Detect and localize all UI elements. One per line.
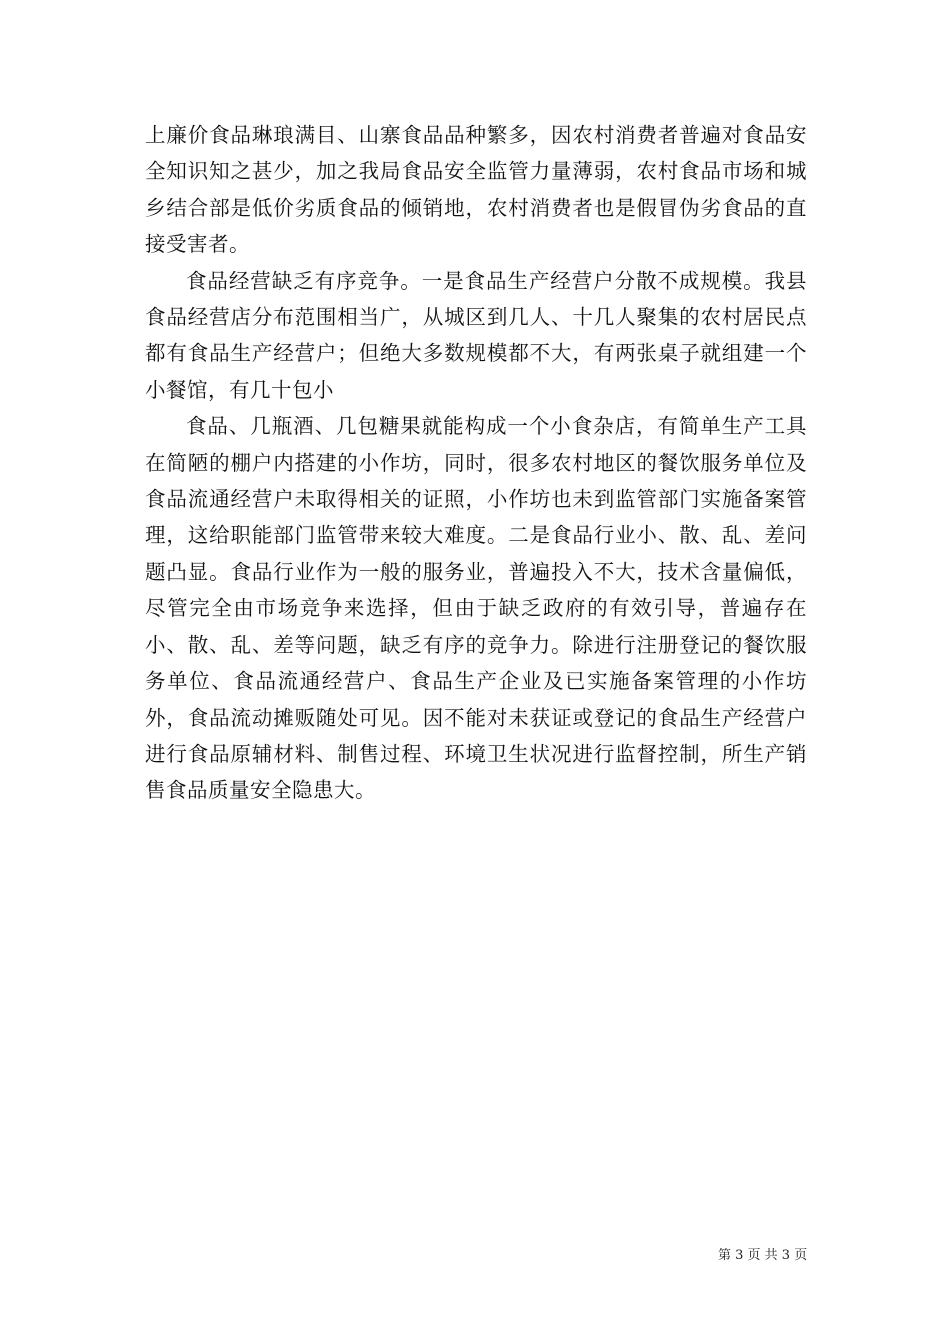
document-body <box>145 117 807 809</box>
paragraph-2: 食品经营缺乏有序竞争。一是食品生产经营户分散不成规模。我县食品经营店分布范围相当广，从城区到几人、十几人聚集的农村居民点都有食品生产经营户；但绝大多数规模都不大，有两张桌子就组建一个小餐馆，有几十包小 <box>145 268 807 402</box>
paragraph-1: 上廉价食品琳琅满目、山寨食品品种繁多，因农村消费者普遍对食品安全知识知之甚少，加之我局食品安全监管力量薄弱，农村食品市场和城乡结合部是低价劣质食品的倾销地，农村消费者也是假冒伪劣食品的直接受害者。 <box>145 123 807 257</box>
paragraph-3: 食品、几瓶酒、几包糖果就能构成一个小食杂店，有简单生产工具在简陋的棚户内搭建的小作坊，同时，很多农村地区的餐饮服务单位及食品流通经营户未取得相关的证照，小作坊也未到监管部门实施备案管理，这给职能部门监管带来较大难度。二是食品行业小、散、乱、差问题凸显。食品行业作为一般的服务业，普遍投入不大，技术含量偏低，尽管完全由市场竞争来选择，但由于缺乏政府的有效引导，普遍存在小、散、乱、差等问题，缺乏有序的竞争力。除进行注册登记的餐饮服务单位、食品流通经营户、食品生产企业及已实施备案管理的小作坊外，食品流动摊贩随处可见。因不能对未获证或登记的食品生产经营户进行食品原辅材料、制售过程、环境卫生状况进行监督控制，所生产销售食品质量安全隐患大。 <box>145 414 807 803</box>
page-number-footer: 第 3 页 共 3 页 <box>718 1248 808 1263</box>
